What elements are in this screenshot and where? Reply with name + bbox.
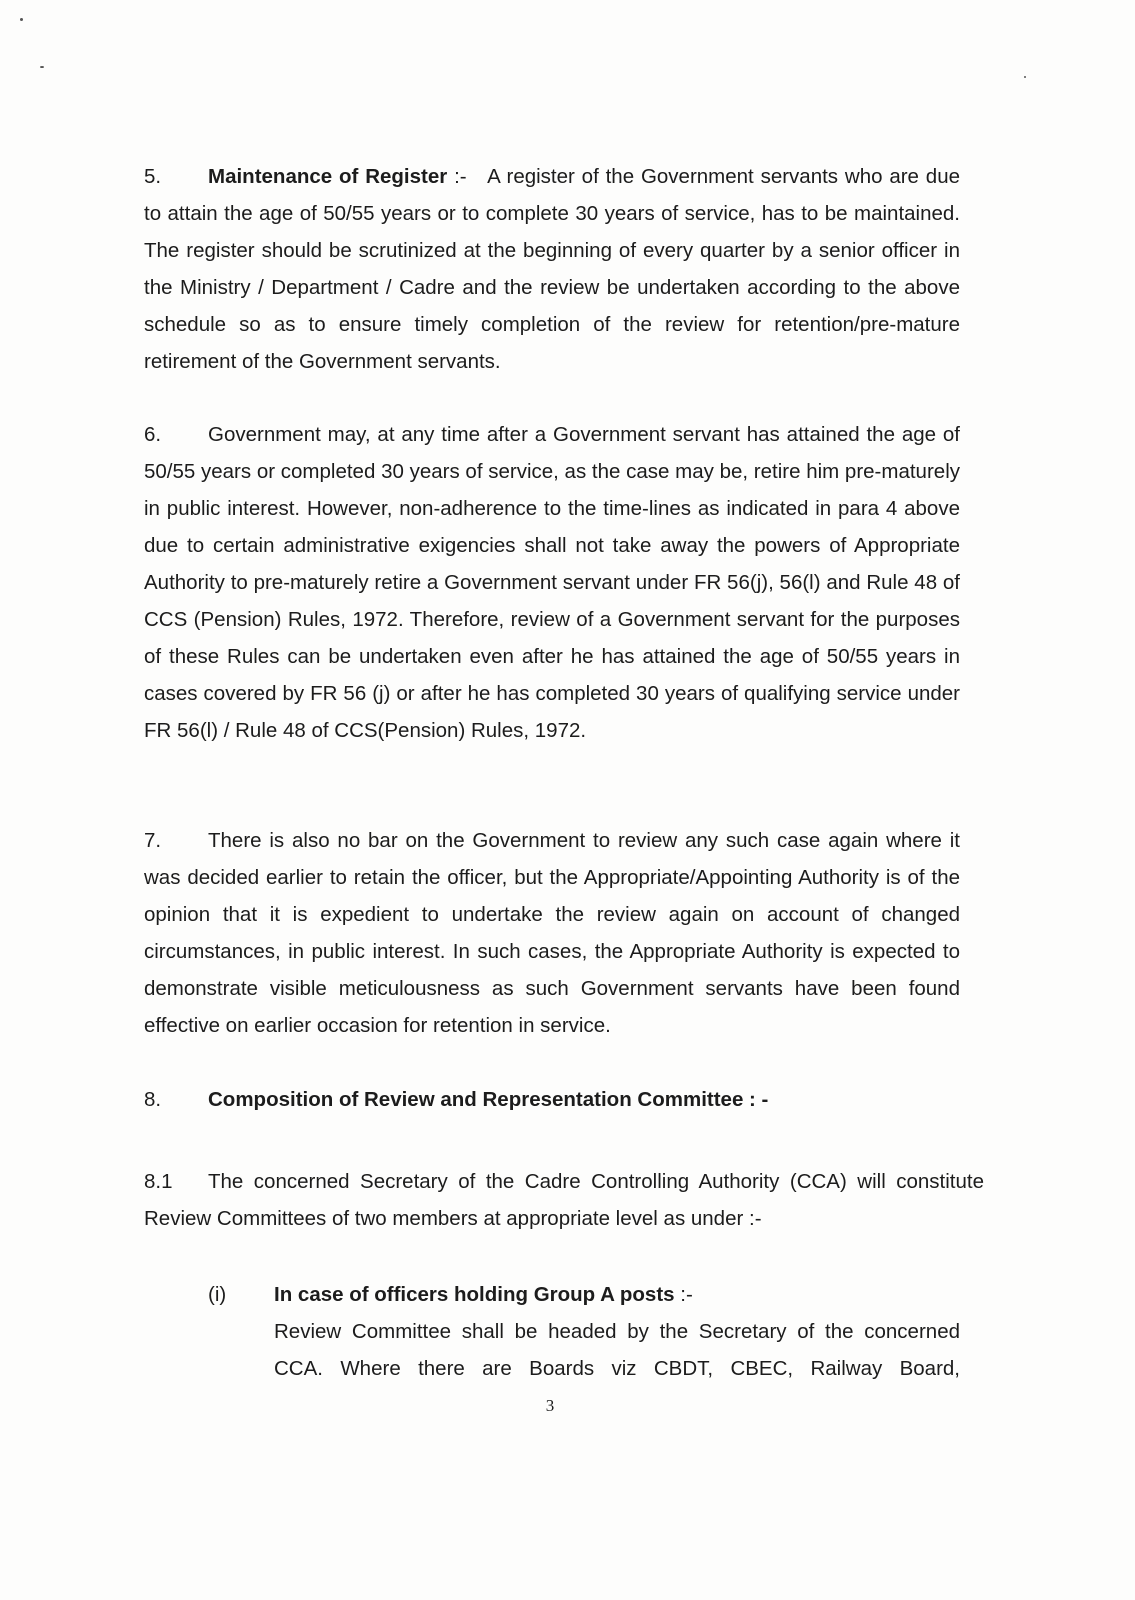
paragraph-body: A register of the Government servants who are due to attain the age of 50/55 years or to complete 30 years of service, has to be maintained. The register should be scrutinized at the beginning of every quarter by a senior officer in the Ministry / Department / Cadre and the review be undertaken according to the above schedule so as to ensure timely completion of the review for retention/pre-mature retirement of the Government servants.	[144, 165, 960, 373]
paragraph-body: Government may, at any time after a Government servant has attained the age of 50/55 years or completed 30 years of service, as the case may be, retire him pre-maturely in public interest. However, non-adherence to the time-lines as indicated in para 4 above due to certain administrative exigencies shall not take away the powers of Appropriate Authority to pre-maturely retire a Government servant under FR 56(j), 56(l) and Rule 48 of CCS (Pension) Rules, 1972. Therefore, review of a Government servant for the purposes of these Rules can be undertaken even after he has attained the age of 50/55 years in cases covered by FR 56 (j) or after he has completed 30 years of qualifying service under FR 56(l) / Rule 48 of CCS(Pension) Rules, 1972.	[144, 423, 960, 742]
paragraph-number: 5.	[144, 165, 162, 188]
sub-item-number: (i)	[208, 1283, 227, 1306]
paragraph-number: 8.1	[144, 1170, 173, 1193]
sub-item-i-heading	[208, 1276, 960, 1313]
paragraph-title: Maintenance of Register	[208, 165, 448, 188]
scan-speck	[1024, 76, 1026, 78]
paragraph-8-heading	[144, 1081, 964, 1118]
scan-speck	[20, 18, 23, 21]
section-title: Composition of Review and Representation Committee : -	[208, 1088, 769, 1111]
paragraph-6	[144, 416, 960, 749]
sub-item-title: In case of officers holding Group A posts	[274, 1283, 675, 1306]
title-separator: :-	[674, 1283, 693, 1306]
sub-item-i-line-2: CCA. Where there are Boards viz CBDT, CBEC, Railway Board,	[274, 1357, 960, 1380]
title-separator: :-	[447, 165, 467, 188]
scan-speck	[40, 66, 44, 68]
paragraph-number: 8.	[144, 1088, 162, 1111]
paragraph-number: 7.	[144, 829, 162, 852]
page-number: 3	[545, 1396, 555, 1415]
paragraph-5	[144, 158, 960, 380]
paragraph-7	[144, 822, 960, 1044]
sub-item-i-line-1: Review Committee shall be headed by the Secretary of the concerned	[274, 1320, 960, 1343]
paragraph-body: The concerned Secretary of the Cadre Controlling Authority (CCA) will constitute Review Committees of two members at appropriate level as under :-	[144, 1170, 984, 1230]
paragraph-8-1	[144, 1163, 984, 1237]
paragraph-body: There is also no bar on the Government to review any such case again where it was decided earlier to retain the officer, but the Appropriate/Appointing Authority is of the opinion that it is expedient to undertake the review again on account of changed circumstances, in public interest. In such cases, the Appropriate Authority is expected to demonstrate visible meticulousness as such Government servants have been found effective on earlier occasion for retention in service.	[144, 829, 960, 1037]
paragraph-number: 6.	[144, 423, 162, 446]
